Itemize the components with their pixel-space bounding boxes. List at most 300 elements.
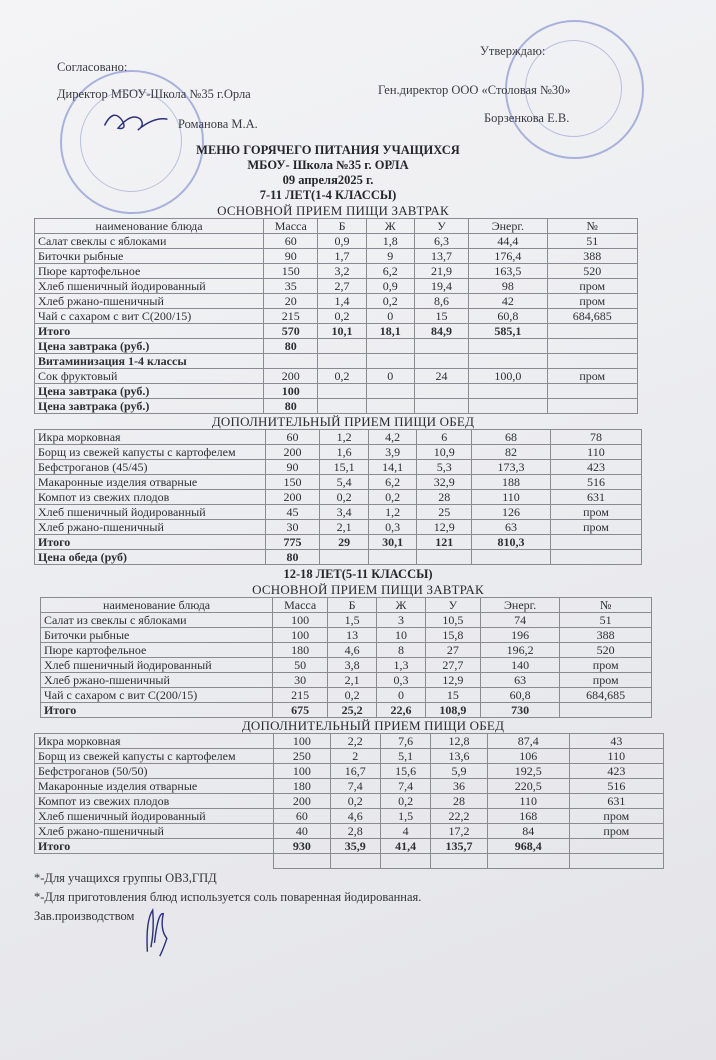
carbs-cell: 12,9 <box>417 520 472 535</box>
recipe-number-cell: пром <box>560 673 652 688</box>
energy-cell: 98 <box>469 279 547 294</box>
mass-cell: 50 <box>273 658 328 673</box>
carbs-cell: 12,9 <box>425 673 480 688</box>
column-header: Масса <box>264 219 318 234</box>
mass-cell: 200 <box>264 369 318 384</box>
carbs-cell: 135,7 <box>431 839 488 854</box>
vitamin-title-row <box>35 354 638 369</box>
fat-cell: 1,5 <box>380 809 430 824</box>
carbs-cell: 36 <box>431 779 488 794</box>
table-row <box>35 824 664 839</box>
fat-cell <box>366 384 414 399</box>
dish-name-cell: Цена завтрака (руб.) <box>35 339 264 354</box>
age-group-1-title: 7-11 ЛЕТ(1-4 КЛАССЫ) <box>259 188 397 202</box>
fat-cell: 0 <box>366 369 414 384</box>
dish-name-cell: Хлеб пшеничный йодированный <box>35 505 266 520</box>
protein-cell: 1,5 <box>328 613 377 628</box>
dish-name-cell: Чай с сахаром с вит С(200/15) <box>35 309 264 324</box>
recipe-number-cell: пром <box>560 658 652 673</box>
dish-name-cell: Хлеб пшеничный йодированный <box>41 658 273 673</box>
dish-name-cell: Хлеб ржано-пшеничный <box>41 673 273 688</box>
energy-cell: 87,4 <box>487 734 569 749</box>
total-row <box>35 535 642 550</box>
protein-cell: 1,4 <box>318 294 366 309</box>
recipe-number-cell: 684,685 <box>547 309 637 324</box>
table-row <box>35 734 664 749</box>
column-header: Энерг. <box>469 219 547 234</box>
fat-cell <box>380 854 430 869</box>
table-row <box>35 520 642 535</box>
dish-name-cell: Борщ из свежей капусты с картофелем <box>35 445 266 460</box>
approval-right-name: Борзенкова Е.В. <box>484 111 570 125</box>
mass-cell: 60 <box>265 430 320 445</box>
carbs-cell: 27,7 <box>425 658 480 673</box>
energy-cell: 60,8 <box>469 309 547 324</box>
production-head-label: Зав.производством <box>0 907 716 926</box>
production-head-signature <box>140 903 176 965</box>
mass-cell: 40 <box>274 824 331 839</box>
mass-cell: 100 <box>273 628 328 643</box>
protein-cell <box>318 339 366 354</box>
school-title: МБОУ- Школа №35 г. ОРЛА <box>247 158 409 172</box>
dish-name-cell: Итого <box>35 535 266 550</box>
g1-lunch-table <box>34 429 642 565</box>
fat-cell: 41,4 <box>380 839 430 854</box>
fat-cell: 6,2 <box>368 475 417 490</box>
recipe-number-cell: 631 <box>550 490 641 505</box>
energy-cell <box>469 354 547 369</box>
dish-name-cell <box>35 854 274 869</box>
energy-cell: 60,8 <box>480 688 559 703</box>
menu-title: МЕНЮ ГОРЯЧЕГО ПИТАНИЯ УЧАЩИХСЯ <box>196 143 460 157</box>
column-header: наименование блюда <box>35 219 264 234</box>
g2-breakfast-title: ОСНОВНОЙ ПРИЕМ ПИЩИ ЗАВТРАК <box>252 582 484 597</box>
price-row <box>35 339 638 354</box>
energy-cell: 100,0 <box>469 369 547 384</box>
energy-cell <box>469 399 547 414</box>
carbs-cell: 28 <box>431 794 488 809</box>
protein-cell: 1,2 <box>320 430 369 445</box>
g2-breakfast-table <box>40 597 652 718</box>
recipe-number-cell: 388 <box>547 249 637 264</box>
recipe-number-cell: 423 <box>569 764 663 779</box>
table-row <box>35 264 638 279</box>
energy-cell: 173,3 <box>472 460 551 475</box>
energy-cell: 968,4 <box>487 839 569 854</box>
g2-lunch-table <box>34 733 664 869</box>
carbs-cell <box>414 384 468 399</box>
table-row <box>35 505 642 520</box>
recipe-number-cell <box>560 703 652 718</box>
mass-cell: 200 <box>265 490 320 505</box>
protein-cell: 0,2 <box>318 369 366 384</box>
mass-cell: 215 <box>273 688 328 703</box>
fat-cell: 18,1 <box>366 324 414 339</box>
energy-cell: 63 <box>472 520 551 535</box>
energy-cell <box>469 339 547 354</box>
protein-cell: 4,6 <box>330 809 380 824</box>
fat-cell: 0,2 <box>366 294 414 309</box>
g2-lunch-title: ДОПОЛНИТЕЛЬНЫЙ ПРИЕМ ПИЩИ ОБЕД <box>241 718 505 733</box>
energy-cell: 163,5 <box>469 264 547 279</box>
carbs-cell: 17,2 <box>431 824 488 839</box>
fat-cell <box>366 399 414 414</box>
dish-name-cell: Итого <box>35 324 264 339</box>
energy-cell: 63 <box>480 673 559 688</box>
table-row <box>35 779 664 794</box>
energy-cell: 730 <box>480 703 559 718</box>
column-header: Энерг. <box>480 598 559 613</box>
energy-cell: 42 <box>469 294 547 309</box>
energy-cell: 176,4 <box>469 249 547 264</box>
fat-cell: 0,9 <box>366 279 414 294</box>
energy-cell: 188 <box>472 475 551 490</box>
mass-cell: 150 <box>265 475 320 490</box>
recipe-number-cell: 43 <box>569 734 663 749</box>
fat-cell: 14,1 <box>368 460 417 475</box>
mass-cell: 100 <box>273 613 328 628</box>
dish-name-cell: Итого <box>35 839 274 854</box>
mass-cell: 45 <box>265 505 320 520</box>
energy-cell: 585,1 <box>469 324 547 339</box>
recipe-number-cell <box>569 839 663 854</box>
recipe-number-cell: 51 <box>560 613 652 628</box>
price-row <box>35 384 638 399</box>
dish-name-cell: Биточки рыбные <box>41 628 273 643</box>
table-row <box>35 490 642 505</box>
table-row <box>35 445 642 460</box>
fat-cell: 0 <box>377 688 426 703</box>
recipe-number-cell: 110 <box>550 445 641 460</box>
header-row <box>35 219 638 234</box>
mass-cell: 80 <box>264 339 318 354</box>
fat-cell: 22,6 <box>377 703 426 718</box>
energy-cell: 44,4 <box>469 234 547 249</box>
price-row <box>35 550 642 565</box>
total-row <box>35 324 638 339</box>
energy-cell: 192,5 <box>487 764 569 779</box>
fat-cell: 7,6 <box>380 734 430 749</box>
total-row <box>41 703 652 718</box>
column-header: Масса <box>273 598 328 613</box>
protein-cell: 13 <box>328 628 377 643</box>
director-signature <box>100 103 172 139</box>
footnote-salt: *-Для приготовления блюд используется соль поваренная йодированная. <box>34 890 422 904</box>
dish-name-cell: Борщ из свежей капусты с картофелем <box>35 749 274 764</box>
protein-cell: 5,4 <box>320 475 369 490</box>
column-header: Б <box>318 219 366 234</box>
table-row <box>35 764 664 779</box>
column-header: наименование блюда <box>41 598 273 613</box>
fat-cell: 0 <box>366 309 414 324</box>
fat-cell: 0,3 <box>377 673 426 688</box>
dish-name-cell: Цена завтрака (руб.) <box>35 384 264 399</box>
mass-cell: 80 <box>265 550 320 565</box>
mass-cell: 60 <box>274 809 331 824</box>
column-header: У <box>414 219 468 234</box>
protein-cell: 29 <box>320 535 369 550</box>
energy-cell: 196 <box>480 628 559 643</box>
recipe-number-cell: пром <box>547 294 637 309</box>
mass-cell <box>264 354 318 369</box>
carbs-cell <box>417 550 472 565</box>
carbs-cell <box>431 854 488 869</box>
protein-cell: 1,7 <box>318 249 366 264</box>
table-row <box>35 430 642 445</box>
approval-left-name: Романова М.А. <box>178 117 258 131</box>
dish-name-cell: Хлеб ржано-пшеничный <box>35 520 266 535</box>
recipe-number-cell: 78 <box>550 430 641 445</box>
fat-cell <box>366 339 414 354</box>
energy-cell: 110 <box>472 490 551 505</box>
recipe-number-cell: 516 <box>550 475 641 490</box>
recipe-number-cell: 516 <box>569 779 663 794</box>
dish-name-cell: Пюре картофельное <box>35 264 264 279</box>
energy-cell <box>469 384 547 399</box>
carbs-cell: 32,9 <box>417 475 472 490</box>
dish-name-cell: Макаронные изделия отварные <box>35 475 266 490</box>
mass-cell: 930 <box>274 839 331 854</box>
mass-cell: 180 <box>274 779 331 794</box>
carbs-cell: 13,7 <box>414 249 468 264</box>
price-row <box>35 399 638 414</box>
protein-cell: 25,2 <box>328 703 377 718</box>
dish-name-cell: Компот из свежих плодов <box>35 490 266 505</box>
column-header: № <box>560 598 652 613</box>
table-row <box>35 475 642 490</box>
energy-cell <box>487 854 569 869</box>
empty-row <box>35 854 664 869</box>
column-header: У <box>425 598 480 613</box>
protein-cell: 3,4 <box>320 505 369 520</box>
carbs-cell: 121 <box>417 535 472 550</box>
protein-cell: 15,1 <box>320 460 369 475</box>
protein-cell: 0,2 <box>318 309 366 324</box>
fat-cell: 7,4 <box>380 779 430 794</box>
fat-cell: 3,9 <box>368 445 417 460</box>
dish-name-cell: Компот из свежих плодов <box>35 794 274 809</box>
carbs-cell: 6,3 <box>414 234 468 249</box>
fat-cell: 4 <box>380 824 430 839</box>
carbs-cell: 27 <box>425 643 480 658</box>
dish-name-cell: Цена обеда (руб) <box>35 550 266 565</box>
mass-cell: 90 <box>265 460 320 475</box>
energy-cell: 110 <box>487 794 569 809</box>
mass-cell <box>274 854 331 869</box>
energy-cell: 220,5 <box>487 779 569 794</box>
protein-cell: 2,2 <box>330 734 380 749</box>
dish-name-cell: Хлеб пшеничный йодированный <box>35 279 264 294</box>
dish-name-cell: Итого <box>41 703 273 718</box>
fat-cell <box>368 550 417 565</box>
protein-cell: 0,9 <box>318 234 366 249</box>
energy-cell: 168 <box>487 809 569 824</box>
mass-cell: 90 <box>264 249 318 264</box>
table-row <box>35 749 664 764</box>
protein-cell: 35,9 <box>330 839 380 854</box>
carbs-cell: 108,9 <box>425 703 480 718</box>
carbs-cell <box>414 354 468 369</box>
age-group-2-title: 12-18 ЛЕТ(5-11 КЛАССЫ) <box>283 567 433 581</box>
dish-name-cell: Пюре картофельное <box>41 643 273 658</box>
mass-cell: 675 <box>273 703 328 718</box>
table-row <box>41 628 652 643</box>
recipe-number-cell: пром <box>550 520 641 535</box>
table-row <box>35 309 638 324</box>
dish-name-cell: Бефстроганов (45/45) <box>35 460 266 475</box>
recipe-number-cell <box>550 550 641 565</box>
fat-cell: 4,2 <box>368 430 417 445</box>
dish-name-cell: Витаминизация 1-4 классы <box>35 354 264 369</box>
fat-cell: 1,3 <box>377 658 426 673</box>
protein-cell: 2,7 <box>318 279 366 294</box>
mass-cell: 180 <box>273 643 328 658</box>
protein-cell: 3,2 <box>318 264 366 279</box>
dish-name-cell: Хлеб ржано-пшеничный <box>35 824 274 839</box>
protein-cell: 16,7 <box>330 764 380 779</box>
recipe-number-cell <box>547 354 637 369</box>
table-row <box>41 658 652 673</box>
recipe-number-cell <box>569 854 663 869</box>
column-header: Ж <box>377 598 426 613</box>
protein-cell <box>320 550 369 565</box>
protein-cell <box>318 354 366 369</box>
protein-cell: 3,8 <box>328 658 377 673</box>
recipe-number-cell: пром <box>547 369 637 384</box>
dish-name-cell: Икра морковная <box>35 734 274 749</box>
protein-cell: 7,4 <box>330 779 380 794</box>
energy-cell: 106 <box>487 749 569 764</box>
recipe-number-cell: пром <box>569 809 663 824</box>
mass-cell: 30 <box>265 520 320 535</box>
column-header: Б <box>328 598 377 613</box>
recipe-number-cell: 388 <box>560 628 652 643</box>
approval-left-position: Директор МБОУ-Школа №35 г.Орла <box>57 87 251 101</box>
recipe-number-cell: 520 <box>547 264 637 279</box>
fat-cell: 0,2 <box>368 490 417 505</box>
mass-cell: 200 <box>274 794 331 809</box>
fat-cell: 5,1 <box>380 749 430 764</box>
recipe-number-cell <box>547 339 637 354</box>
carbs-cell: 28 <box>417 490 472 505</box>
table-row <box>35 794 664 809</box>
carbs-cell: 15 <box>425 688 480 703</box>
protein-cell: 0,2 <box>328 688 377 703</box>
fat-cell: 6,2 <box>366 264 414 279</box>
g1-breakfast-title: ОСНОВНОЙ ПРИЕМ ПИЩИ ЗАВТРАК <box>217 203 449 218</box>
carbs-cell: 5,3 <box>417 460 472 475</box>
g1-lunch-title: ДОПОЛНИТЕЛЬНЫЙ ПРИЕМ ПИЩИ ОБЕД <box>211 414 475 429</box>
mass-cell: 30 <box>273 673 328 688</box>
g1-breakfast-table <box>34 218 638 414</box>
dish-name-cell: Сок фруктовый <box>35 369 264 384</box>
dish-name-cell: Макаронные изделия отварные <box>35 779 274 794</box>
mass-cell: 570 <box>264 324 318 339</box>
energy-cell <box>472 550 551 565</box>
approval-right-position: Ген.директор ООО «Столовая №30» <box>378 83 571 97</box>
carbs-cell: 84,9 <box>414 324 468 339</box>
energy-cell: 140 <box>480 658 559 673</box>
carbs-cell: 10,9 <box>417 445 472 460</box>
carbs-cell: 22,2 <box>431 809 488 824</box>
mass-cell: 775 <box>265 535 320 550</box>
table-row <box>41 673 652 688</box>
protein-cell: 2,1 <box>328 673 377 688</box>
fat-cell: 1,2 <box>368 505 417 520</box>
carbs-cell <box>414 399 468 414</box>
table-row <box>35 460 642 475</box>
total-row <box>35 839 664 854</box>
table-row <box>35 279 638 294</box>
energy-cell: 196,2 <box>480 643 559 658</box>
energy-cell: 82 <box>472 445 551 460</box>
recipe-number-cell <box>550 535 641 550</box>
mass-cell: 35 <box>264 279 318 294</box>
mass-cell: 250 <box>274 749 331 764</box>
carbs-cell: 10,5 <box>425 613 480 628</box>
dish-name-cell: Салат свеклы с яблоками <box>35 234 264 249</box>
recipe-number-cell: 423 <box>550 460 641 475</box>
recipe-number-cell <box>547 324 637 339</box>
recipe-number-cell <box>547 399 637 414</box>
fat-cell: 10 <box>377 628 426 643</box>
protein-cell <box>318 399 366 414</box>
table-row <box>41 688 652 703</box>
recipe-number-cell: 520 <box>560 643 652 658</box>
carbs-cell: 15,8 <box>425 628 480 643</box>
carbs-cell: 5,9 <box>431 764 488 779</box>
column-header: № <box>547 219 637 234</box>
carbs-cell: 25 <box>417 505 472 520</box>
carbs-cell: 12,8 <box>431 734 488 749</box>
table-row <box>35 294 638 309</box>
mass-cell: 150 <box>264 264 318 279</box>
dish-name-cell: Бефстроганов (50/50) <box>35 764 274 779</box>
fat-cell: 8 <box>377 643 426 658</box>
protein-cell: 4,6 <box>328 643 377 658</box>
carbs-cell: 24 <box>414 369 468 384</box>
carbs-cell: 21,9 <box>414 264 468 279</box>
fat-cell: 15,6 <box>380 764 430 779</box>
menu-date: 09 апреля2025 г. <box>282 173 374 187</box>
table-row <box>35 809 664 824</box>
dish-name-cell: Цена завтрака (руб.) <box>35 399 264 414</box>
energy-cell: 74 <box>480 613 559 628</box>
dish-name-cell: Хлеб пшеничный йодированный <box>35 809 274 824</box>
approval-right-label: Утверждаю: <box>480 44 546 58</box>
fat-cell: 3 <box>377 613 426 628</box>
mass-cell: 100 <box>274 764 331 779</box>
header-row <box>41 598 652 613</box>
protein-cell: 2,1 <box>320 520 369 535</box>
mass-cell: 200 <box>265 445 320 460</box>
energy-cell: 126 <box>472 505 551 520</box>
protein-cell <box>318 384 366 399</box>
fat-cell <box>366 354 414 369</box>
fat-cell: 0,3 <box>368 520 417 535</box>
protein-cell: 0,2 <box>330 794 380 809</box>
recipe-number-cell: 631 <box>569 794 663 809</box>
protein-cell: 2 <box>330 749 380 764</box>
mass-cell: 100 <box>264 384 318 399</box>
carbs-cell <box>414 339 468 354</box>
protein-cell: 10,1 <box>318 324 366 339</box>
fat-cell: 0,2 <box>380 794 430 809</box>
table-row <box>35 234 638 249</box>
protein-cell: 0,2 <box>320 490 369 505</box>
table-row <box>41 613 652 628</box>
mass-cell: 20 <box>264 294 318 309</box>
